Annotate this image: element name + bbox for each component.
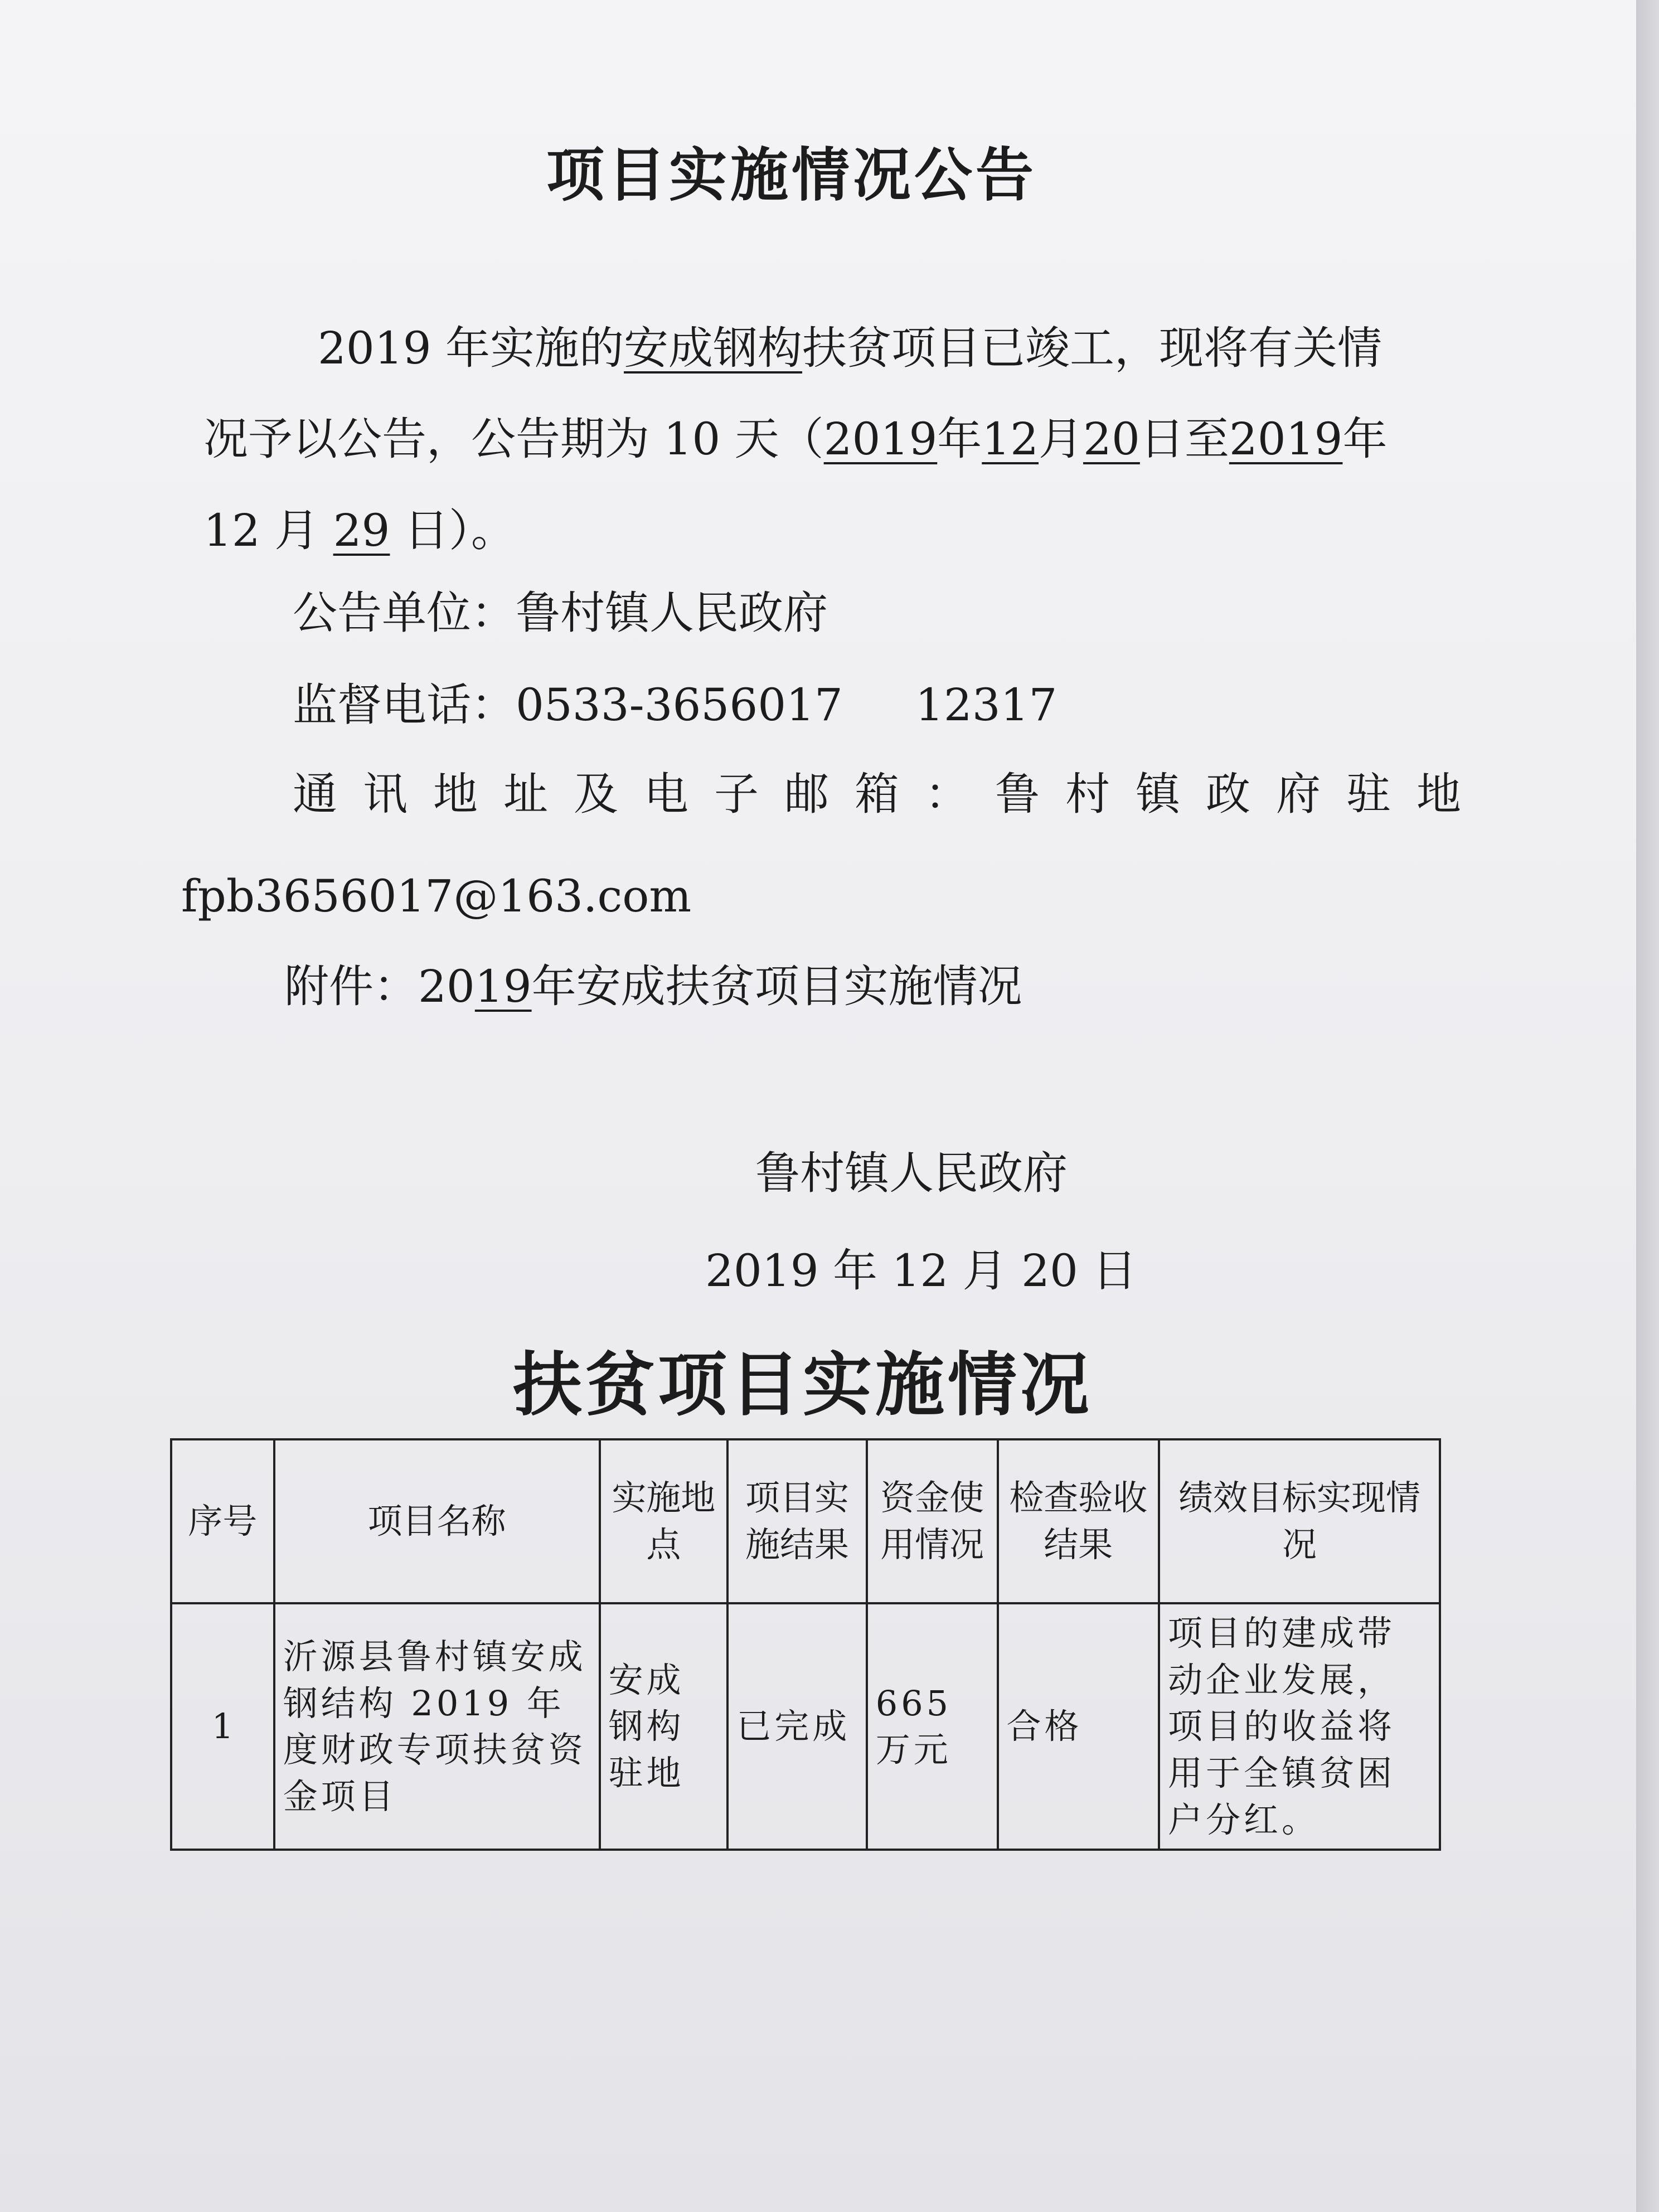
attachment-year-b: 19: [474, 961, 532, 1012]
phone-value: 0533-3656017: [516, 679, 843, 731]
attachment-title: 年安成扶贫项目实施情况: [531, 961, 1022, 1012]
cell-result: 已完成: [727, 1603, 867, 1850]
line2-prefix: 况予以公告，公告期为 10 天（: [203, 413, 824, 465]
header-cell-no: 序号: [171, 1439, 274, 1603]
unit-line: [293, 587, 828, 639]
cell-performance: 项目的建成带动企业发展，项目的收益将用于全镇贫困户分红。: [1159, 1603, 1440, 1850]
end-day: 29: [333, 505, 390, 556]
phone-label: 监督电话：: [293, 679, 516, 731]
email: fpb3656017@163.com: [181, 870, 692, 922]
signature-org: 鲁村镇人民政府: [755, 1147, 1068, 1199]
cell-name: 沂源县鲁村镇安成钢结构 2019 年度财政专项扶贫资金项目: [274, 1603, 600, 1850]
paper-edge: [1636, 0, 1659, 2212]
signature-date: 2019 年 12 月 20 日: [705, 1245, 1137, 1297]
cell-inspection: 合格: [998, 1603, 1159, 1850]
header-cell-location: 实施地点: [600, 1439, 728, 1603]
cell-no: 1: [171, 1603, 274, 1850]
table-row: [171, 1603, 1440, 1850]
table-header-row: [171, 1439, 1440, 1603]
cell-location: 安成钢构驻地: [600, 1603, 728, 1850]
address-label: 通讯地址及电子邮箱：: [293, 768, 995, 820]
project-table: [170, 1438, 1441, 1851]
unit-label: 公告单位：: [293, 587, 516, 639]
start-year: 2019: [823, 413, 938, 465]
end-year: 2019: [1229, 413, 1343, 465]
header-cell-funds: 资金使用情况: [867, 1439, 998, 1603]
table-title: 扶贫项目实施情况: [512, 1345, 1093, 1425]
line1-prefix: 2019 年实施的: [318, 322, 624, 374]
project-name: 安成钢构: [624, 322, 803, 374]
address-value: 鲁村镇政府驻地: [995, 768, 1487, 820]
notice-paragraph-line-2: 况予以公告，公告期为 10 天（2019年12月20日至2019年: [203, 413, 1388, 465]
header-cell-performance: 绩效目标实现情况: [1159, 1439, 1440, 1603]
notice-paragraph-line-1: [318, 322, 1382, 374]
start-day: 20: [1083, 413, 1140, 465]
address-line: [293, 768, 1487, 820]
phone-line: [293, 679, 1058, 731]
header-cell-result: 项目实施结果: [727, 1439, 867, 1603]
header-cell-name: 项目名称: [274, 1439, 600, 1603]
attachment-year-a: 20: [418, 961, 475, 1012]
attachment-label: 附件：: [284, 961, 418, 1012]
header-cell-inspection: 检查验收结果: [998, 1439, 1159, 1603]
line1-suffix: 扶贫项目已竣工，现将有关情: [802, 322, 1382, 374]
start-month: 12: [982, 413, 1039, 465]
notice-paragraph-line-3: 12 月 29 日）。: [203, 505, 516, 556]
attachment-line: [284, 961, 1022, 1012]
phone-alt: 12317: [915, 679, 1058, 731]
end-month: 12: [203, 505, 260, 556]
notice-title: 项目实施情况公告: [546, 140, 1037, 209]
unit-value: 鲁村镇人民政府: [516, 587, 828, 639]
cell-funds: 665 万元: [867, 1603, 998, 1850]
